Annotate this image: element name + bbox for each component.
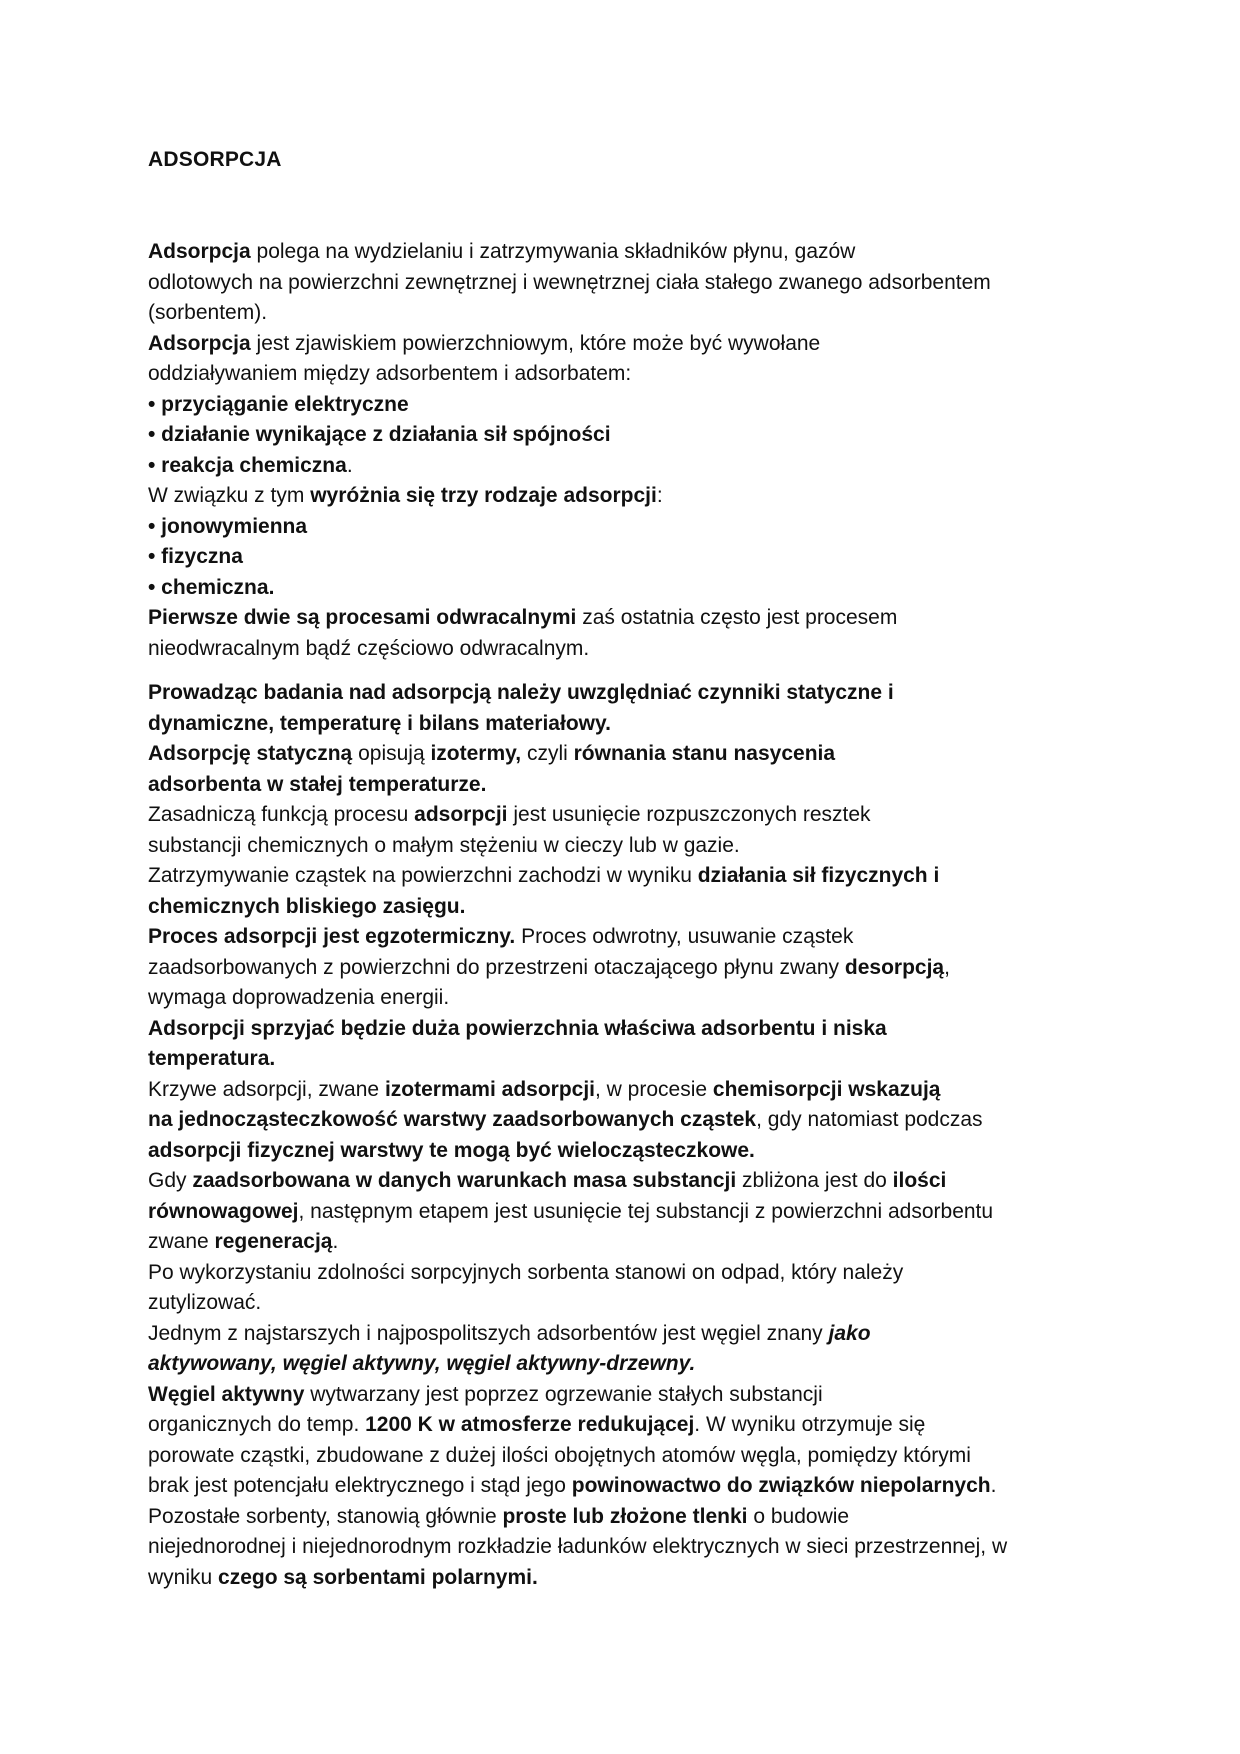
text-line [148,1471,1088,1502]
text-run: proste lub złożone tlenki [502,1504,748,1528]
text-line [148,800,1088,831]
text-run: • jonowymienna [148,514,308,538]
text-run: jest zjawiskiem powierzchniowym, które może być wywołane [250,331,821,355]
text-line [148,481,1088,512]
text-run: . [990,1474,997,1497]
text-line [148,831,1088,862]
text-run: W związku z tym [148,484,311,507]
text-run: . [346,453,353,477]
text-line [148,1014,1088,1045]
text-run: zaś ostatnia często jest procesem [576,606,898,629]
text-run: organicznych do temp. [148,1413,366,1436]
text-line [148,573,1088,604]
text-run: Adsorpcję statyczną [148,742,353,765]
text-run: substancji chemicznych o małym stężeniu w cieczy lub w gazie. [148,833,740,857]
text-run: izotermy, [430,742,522,765]
paragraph-gap [148,664,1088,678]
text-run: polega na wydzielaniu i zatrzymywania składników płynu, gazów [250,240,856,263]
text-line [148,922,1088,953]
text-line [148,861,1088,892]
text-line [148,1532,1088,1563]
text-line [148,1227,1088,1258]
text-run: , następnym etapem jest usunięcie tej substancji z powierzchni adsorbentu [298,1199,994,1223]
text-run: : [656,484,663,507]
text-line [148,634,1088,665]
document-body [148,237,1088,1593]
text-run: zwane [148,1230,215,1253]
text-run: równania stanu nasycenia [573,742,836,765]
text-run: • fizyczna [148,545,243,568]
text-line [148,953,1088,984]
text-run: adsorpcji [414,803,508,826]
text-line [148,390,1088,421]
text-line [148,451,1088,482]
text-run: Proces adsorpcji jest egzotermiczny. [148,925,516,948]
text-run: jako [828,1321,871,1345]
text-line [148,678,1088,709]
text-run: • chemiczna. [148,575,275,599]
text-line [148,1166,1088,1197]
text-line [148,892,1088,923]
text-run: opisują [352,742,431,765]
text-line [148,709,1088,740]
text-run: , w procesie [595,1077,713,1101]
text-line [148,1288,1088,1319]
text-run: chemicznych bliskiego zasięgu. [148,894,466,918]
text-run: czyli [521,742,574,765]
text-run: Prowadząc badania nad adsorpcją należy uwzględniać czynniki statyczne i [148,681,894,704]
text-run: odlotowych na powierzchni zewnętrznej i wewnętrznej ciała stałego zwanego adsorbentem [148,270,991,294]
text-run: powinowactwo do związków niepolarnych [571,1474,991,1497]
text-line [148,1258,1088,1289]
text-line [148,298,1088,329]
text-run: zaadsorbowana w danych warunkach masa substancji [192,1169,737,1192]
text-run: dynamiczne, temperaturę i bilans materiałowy. [148,711,611,735]
text-run: • działanie wynikające z działania sił spójności [148,423,611,446]
text-run: (sorbentem). [148,301,268,324]
text-run: adsorpcji fizycznej warstwy te mogą być wielocząsteczkowe. [148,1138,755,1162]
text-run: równowagowej [148,1199,299,1223]
text-run: nieodwracalnym bądź częściowo odwracalnym. [148,636,590,660]
text-run: jest usunięcie rozpuszczonych resztek [507,803,871,826]
text-run: Adsorpcja [148,331,251,355]
text-run: ilości [892,1169,947,1192]
text-run: aktywowany, węgiel aktywny, węgiel aktywny-drzewny. [148,1352,696,1375]
text-run: Adsorpcja [148,240,251,263]
text-run: desorpcją [844,955,945,979]
text-run: wyniku [148,1565,219,1589]
text-line [148,603,1088,634]
text-run: niejednorodnej i niejednorodnym rozkładzie ładunków elektrycznych w sieci przestrzennej, w [148,1535,1008,1558]
text-line [148,542,1088,573]
text-run: Adsorpcji sprzyjać będzie duża powierzchnia właściwa adsorbentu i niska [148,1016,887,1040]
text-run: adsorbenta w stałej temperaturze. [148,772,487,796]
text-line [148,1349,1088,1380]
text-run: Gdy [148,1169,193,1192]
text-run: Krzywe adsorpcji, zwane [148,1077,385,1101]
text-run: zaadsorbowanych z powierzchni do przestrzeni otaczającego płynu zwany [148,955,845,979]
text-run: , [944,955,950,979]
text-line [148,770,1088,801]
text-line [148,512,1088,543]
text-line [148,1563,1088,1594]
text-run: Jednym z najstarszych i najpospolitszych adsorbentów jest węgiel znany [148,1321,829,1345]
text-line [148,1044,1088,1075]
text-line [148,1136,1088,1167]
text-line [148,1319,1088,1350]
text-run: porowate cząstki, zbudowane z dużej ilości obojętnych atomów węgla, pomiędzy którymi [148,1443,971,1467]
text-run: oddziaływaniem między adsorbentem i adsorbatem: [148,362,632,385]
text-line [148,1441,1088,1472]
text-run: Pierwsze dwie są procesami odwracalnymi [148,606,577,629]
text-run: wytwarzany jest poprzez ogrzewanie stałych substancji [304,1382,823,1406]
text-line [148,329,1088,360]
text-line [148,983,1088,1014]
text-run: izotermami adsorpcji [384,1077,595,1101]
text-run: 1200 K w atmosferze redukującej [365,1413,695,1436]
text-run: • reakcja chemiczna [148,453,347,477]
text-run: działania sił fizycznych i [697,864,940,887]
text-run: • przyciąganie elektryczne [148,392,409,416]
text-run: Po wykorzystaniu zdolności sorpcyjnych sorbenta stanowi on odpad, który należy [148,1260,904,1284]
text-run: czego są sorbentami polarnymi. [218,1565,538,1589]
document-title: ADSORPCJA [148,148,282,171]
text-run: . W wyniku otrzymuje się [694,1413,926,1436]
text-run: wyróżnia się trzy rodzaje adsorpcji [310,484,657,507]
text-line [148,1380,1088,1411]
text-line [148,1105,1088,1136]
text-run: Proces odwrotny, usuwanie cząstek [515,925,854,948]
text-line [148,1410,1088,1441]
text-line [148,1075,1088,1106]
text-line [148,1502,1088,1533]
text-line [148,420,1088,451]
text-line [148,359,1088,390]
text-run: zbliżona jest do [736,1169,893,1192]
text-run: o budowie [747,1504,850,1528]
text-line [148,739,1088,770]
text-line [148,237,1088,268]
text-run: temperatura. [148,1047,276,1070]
text-run: chemisorpcji wskazują [712,1077,941,1101]
text-run: , gdy natomiast podczas [756,1108,983,1131]
text-run: Zasadniczą funkcją procesu [148,803,415,826]
text-run: Zatrzymywanie cząstek na powierzchni zachodzi w wyniku [148,864,698,887]
text-run: Węgiel aktywny [148,1382,305,1406]
text-run: regeneracją [214,1230,333,1253]
text-line [148,268,1088,299]
text-run: Pozostałe sorbenty, stanowią głównie [148,1504,503,1528]
text-line [148,1197,1088,1228]
text-run: zutylizować. [148,1291,262,1314]
text-run: wymaga doprowadzenia energii. [148,986,450,1009]
text-run: brak jest potencjału elektrycznego i stąd jego [148,1474,572,1497]
text-run: na jednocząsteczkowość warstwy zaadsorbowanych cząstek [148,1108,757,1131]
text-run: . [332,1230,339,1253]
